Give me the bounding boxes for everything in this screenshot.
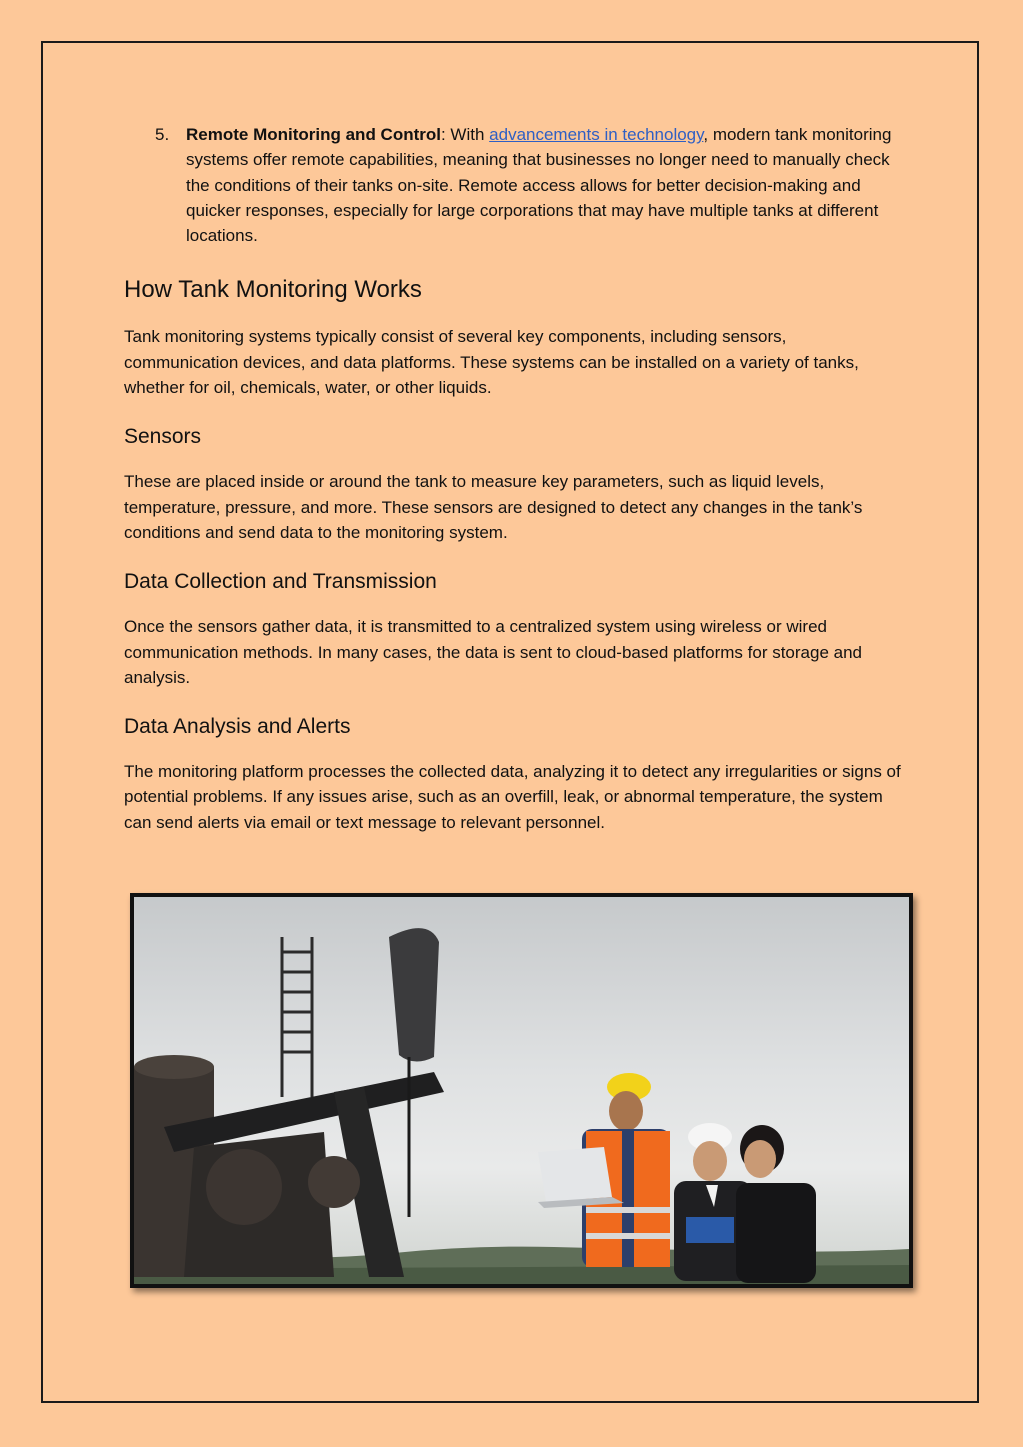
counterweight [308, 1156, 360, 1208]
subheading-data-analysis: Data Analysis and Alerts [124, 715, 351, 739]
worker-woman [736, 1125, 816, 1283]
paragraph-data-analysis: The monitoring platform processes the collected data, analyzing it to detect any irregularities or signs of potential problems. If any issues arise, such as an overfill, leak, or abnormal temperature, the system can send alerts via email or text message to relevant personnel. [124, 762, 901, 832]
paragraph-sensors: These are placed inside or around the tank to measure key parameters, such as liquid levels, temperature, pressure, and more. These sensors are designed to detect any changes in the tank’s conditions and send data to the monitoring system. [124, 472, 863, 542]
section-intro: Tank monitoring systems typically consist of several key components, including sensors, communication devices, and data platforms. These systems can be installed on a variety of tanks, whether for oil, chemicals, water, or other liquids. [124, 327, 859, 398]
subheading-sensors: Sensors [124, 425, 202, 449]
advancements-link[interactable]: advancements in technology [489, 125, 704, 144]
section-heading: How Tank Monitoring Works [124, 276, 422, 304]
document-content [124, 122, 904, 835]
list-item-lead: : With [440, 125, 490, 144]
horse-head [389, 928, 439, 1061]
tank-top [134, 1055, 214, 1079]
photo-illustration [134, 897, 909, 1284]
list-number: 5. [155, 125, 170, 144]
paragraph-data-collection: Once the sensors gather data, it is transmitted to a centralized system using wireless or wired communication methods. In many cases, the data is sent to cloud-based platforms for storage and analysis. [124, 617, 862, 687]
crank-wheel [206, 1149, 282, 1225]
list-item-text: , modern tank monitoring systems offer remote capabilities, meaning that businesses no longer need to manually check the conditions of their tanks on-site. Remote access allows for better decision-making and quicker responses, especially for large corporations that may have multiple tanks at different locations. [186, 125, 892, 246]
worker-engineer [538, 1073, 670, 1267]
subheading-data-collection: Data Collection and Transmission [124, 570, 437, 594]
ladder [282, 937, 312, 1097]
oil-pumpjack-workers-photo [130, 893, 913, 1288]
list-item-title: Remote Monitoring and Control [186, 125, 441, 144]
list-item-remote-monitoring [124, 122, 904, 248]
